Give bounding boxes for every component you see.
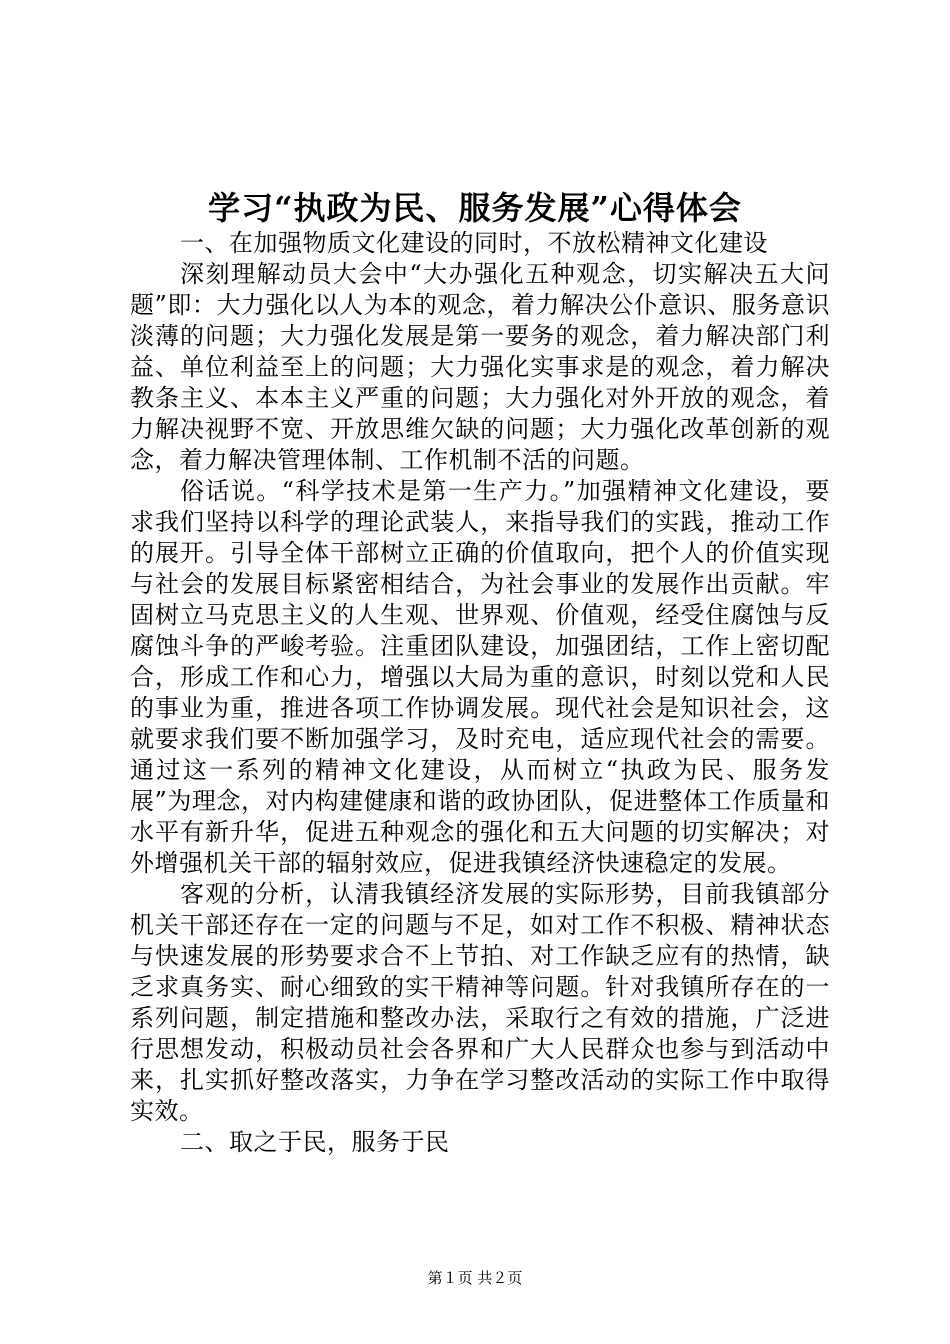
page-title: 学习“执政为民、服务发展”心得体会 bbox=[208, 189, 742, 227]
body-paragraph: 俗话说。“科学技术是第一生产力。”加强精神文化建设，要求我们坚持以科学的理论武装人，来指导我们的实践，推动工作的展开。引导全体干部树立正确的价值取向，把个人的价值实现与社会的发展目标紧密相结合，为社会事业的发展作出贡献。牢固树立马克思主义的人生观、世界观、价值观，经受住腐蚀与反腐蚀斗争的严峻考验。注重团队建设，加强团结，工作上密切配合，形成工作和心力，增强以大局为重的意识，时刻以党和人民的事业为重，推进各项工作协调发展。现代社会是知识社会，这就要求我们要不断加强学习，及时充电，适应现代社会的需要。通过这一系列的精神文化建设，从而树立“执政为民、服务发展”为理念，对内构建健康和谐的政协团队，促进整体工作质量和水平有新升华，促进五种观念的强化和五大问题的切实解决；对外增强机关干部的辐射效应，促进我镇经济快速稳定的发展。 bbox=[130, 477, 830, 877]
body-paragraph: 深刻理解动员大会中“大办强化五种观念，切实解决五大问题”即：大力强化以人为本的观念，着力解决公仆意识、服务意识淡薄的问题；大力强化发展是第一要务的观念，着力解决部门利益、单位利益至上的问题；大力强化实事求是的观念，着力解决教条主义、本本主义严重的问题；大力强化对外开放的观念，着力解决视野不宽、开放思维欠缺的问题；大力强化改革创新的观念，着力解决管理体制、工作机制不活的问题。 bbox=[130, 260, 830, 474]
section-heading-1: 一、在加强物质文化建设的同时，不放松精神文化建设 bbox=[180, 229, 768, 257]
document-body bbox=[130, 228, 830, 1158]
section-heading-2: 二、取之于民，服务于民 bbox=[180, 1128, 450, 1156]
body-paragraph: 客观的分析，认清我镇经济发展的实际形势，目前我镇部分机关干部还存在一定的问题与不足，如对工作不积极、精神状态与快速发展的形势要求合不上节拍、对工作缺乏应有的热情，缺乏求真务实、耐心细致的实干精神等问题。针对我镇所存在的一系列问题，制定措施和整改办法，采取行之有效的措施，广泛进行思想发动，积极动员社会各界和广大人民群众也参与到活动中来，扎实抓好整改落实，力争在学习整改活动的实际工作中取得实效。 bbox=[130, 880, 830, 1125]
page-number-footer: 第１页 共２页 bbox=[427, 1269, 523, 1287]
